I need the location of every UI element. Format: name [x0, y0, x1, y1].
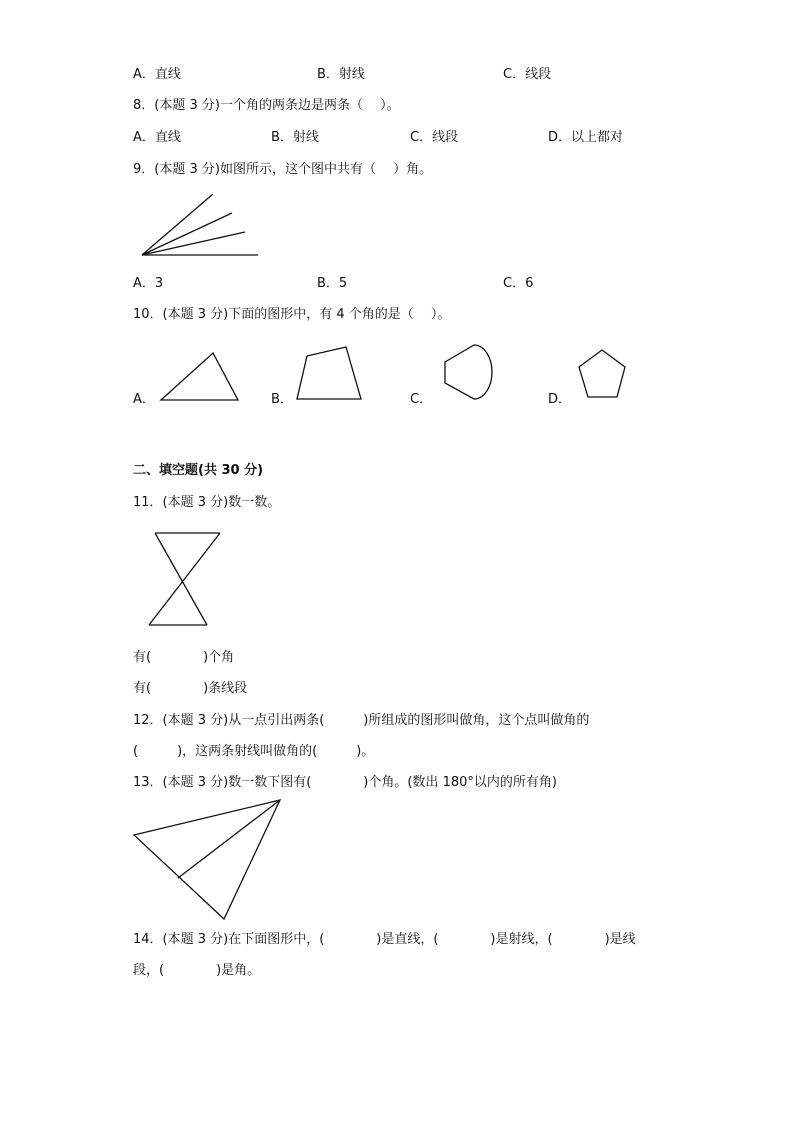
- q9-option-c: C．6: [503, 276, 534, 291]
- q14-line-1: 14．(本题 3 分)在下面图形中，( )是直线，( )是射线，( )是线: [133, 932, 636, 947]
- q10-stem: 10．(本题 3 分)下面的图形中，有 4 个角的是（ ）。: [133, 307, 451, 322]
- q10-option-d: D．: [548, 392, 572, 407]
- q7-option-a: A．直线: [133, 67, 181, 82]
- q9-option-a: A．3: [133, 276, 164, 291]
- q14-line-2: 段，( )是角。: [133, 963, 261, 978]
- q9-stem: 9．(本题 3 分)如图所示，这个图中共有（ ）角。: [133, 162, 433, 177]
- q8-option-a: A．直线: [133, 130, 181, 145]
- q8-option-b: B．射线: [271, 130, 319, 145]
- q8-stem: 8．(本题 3 分)一个角的两条边是两条（ ）。: [133, 98, 400, 113]
- q10-option-b: B．: [271, 392, 293, 407]
- q11-answer-angles: 有( )个角: [133, 650, 235, 665]
- q8-option-d: D．以上都对: [548, 130, 624, 145]
- q9-option-b: B．5: [317, 276, 348, 291]
- q11-stem: 11．(本题 3 分)数一数。: [133, 495, 281, 510]
- q7-option-c: C．线段: [503, 67, 552, 82]
- q10-option-a: A．: [133, 392, 155, 407]
- q12-line-2: ( )，这两条射线叫做角的( )。: [133, 744, 375, 759]
- q10-option-c: C．: [410, 392, 433, 407]
- section-title: 二、填空题(共 30 分): [133, 463, 264, 478]
- q11-answer-segments: 有( )条线段: [133, 681, 248, 696]
- q13-triangle: [134, 800, 280, 919]
- q8-option-c: C．线段: [410, 130, 459, 145]
- q7-option-b: B．射线: [317, 67, 365, 82]
- q13-stem: 13．(本题 3 分)数一数下图有( )个角。(数出 180°以内的所有角): [133, 775, 557, 790]
- q12-line-1: 12．(本题 3 分)从一点引出两条( )所组成的图形叫做角，这个点叫做角的: [133, 713, 590, 728]
